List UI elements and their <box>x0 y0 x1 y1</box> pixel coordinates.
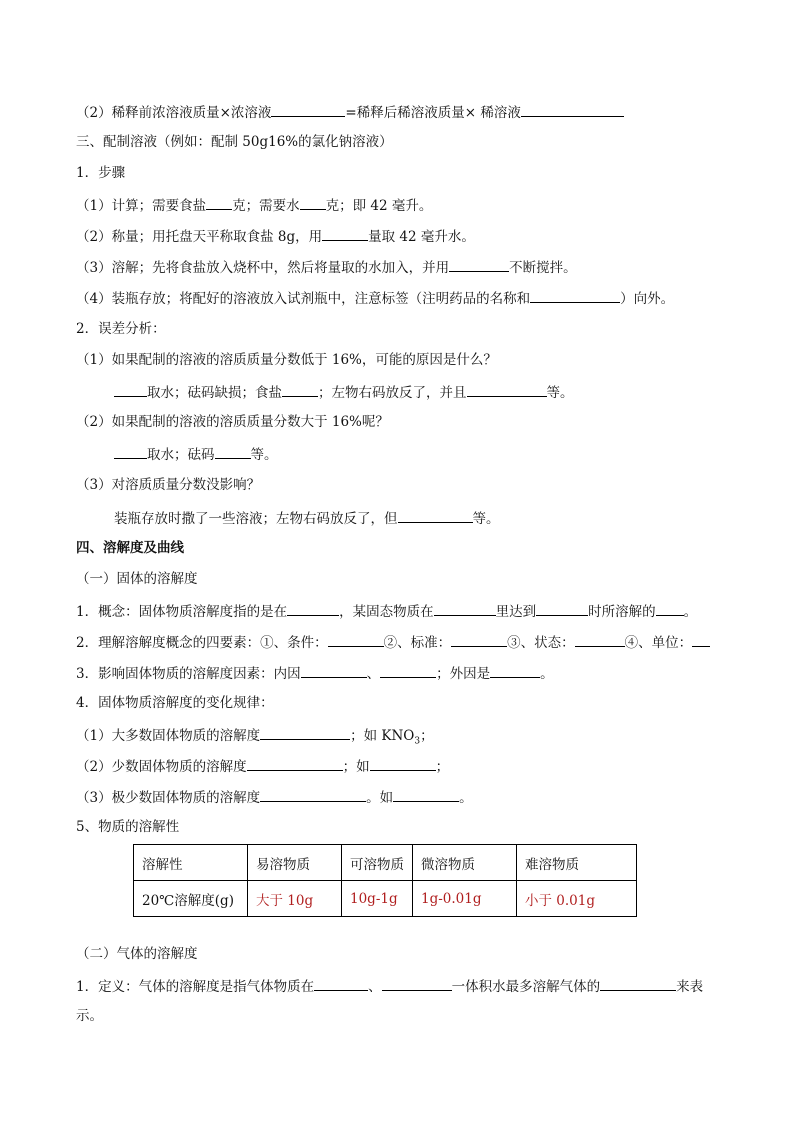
table-cell: 易溶物质 <box>248 845 342 881</box>
steps-heading: 1．步骤 <box>76 165 126 181</box>
rule-2: （2）少数固体物质的溶解度 ；如 ； <box>76 756 449 776</box>
gas-solubility-heading: （二）气体的溶解度 <box>76 946 198 962</box>
gas-definition: 1．定义：气体的溶解度是指气体物质在 、 一体积水最多溶解气体的 来表 <box>76 976 703 996</box>
dilution-formula: （2）稀释前浓溶液质量×浓溶液 =稀释后稀溶液质量× 稀溶液 <box>76 102 624 122</box>
blank[interactable] <box>287 601 339 616</box>
error-a1: 取水；砝码缺损；食盐 ；左物右码放反了，并且 等。 <box>114 382 574 402</box>
blank[interactable] <box>247 756 343 771</box>
step-calc: （1）计算；需要食盐 克；需要水 克；即 42 毫升。 <box>76 195 432 215</box>
rule-3: （3）极少数固体物质的溶解度 。如 。 <box>76 787 473 807</box>
rule-1: （1）大多数固体物质的溶解度 ；如 $KNO_3$； <box>76 725 434 751</box>
blank[interactable] <box>692 632 710 647</box>
table-cell: 10g-1g <box>342 881 413 917</box>
blank[interactable] <box>600 976 676 991</box>
blank[interactable] <box>380 663 436 678</box>
table-cell: 微溶物质 <box>413 845 517 881</box>
table-cell: 难溶物质 <box>517 845 637 881</box>
blank[interactable] <box>536 601 588 616</box>
table-cell: 小于 0.01g <box>517 881 637 917</box>
blank[interactable] <box>656 601 684 616</box>
solubility-heading: 5、物质的溶解性 <box>76 819 180 835</box>
blank[interactable] <box>314 976 368 991</box>
blank[interactable] <box>575 632 625 647</box>
section-3-title: 三、配制溶液（例如：配制 50g16%的氯化钠溶液） <box>76 134 393 150</box>
blank[interactable] <box>300 195 326 210</box>
blank[interactable] <box>114 444 147 459</box>
table-header-row <box>134 845 637 881</box>
blank[interactable] <box>398 508 473 523</box>
rules-heading: 4．固体物质溶解度的变化规律： <box>76 695 274 711</box>
blank[interactable] <box>206 195 232 210</box>
table-cell: 溶解性 <box>134 845 248 881</box>
solid-solubility-heading: （一）固体的溶解度 <box>76 571 198 587</box>
blank[interactable] <box>282 382 318 397</box>
factors: 3．影响固体物质的溶解度因素：内因 、 ；外因是 。 <box>76 663 554 683</box>
blank[interactable] <box>521 102 624 117</box>
error-analysis-heading: 2．误差分析： <box>76 321 166 337</box>
table-row <box>134 881 637 917</box>
blank[interactable] <box>322 226 368 241</box>
table-cell: 20℃溶解度(g) <box>134 881 248 917</box>
concept: 1．概念：固体物质溶解度指的是在 ，某固态物质在 里达到 时所溶解的 。 <box>76 601 697 621</box>
blank[interactable] <box>382 976 452 991</box>
blank[interactable] <box>301 663 367 678</box>
error-q2: （2）如果配制的溶液的溶质质量分数大于 16%呢？ <box>76 414 389 430</box>
blank[interactable] <box>467 382 547 397</box>
table-cell: 1g-0.01g <box>413 881 517 917</box>
blank[interactable] <box>260 787 366 802</box>
step-weigh: （2）称量；用托盘天平称取食盐 8g，用 量取 42 毫升水。 <box>76 226 475 246</box>
blank[interactable] <box>328 632 384 647</box>
error-a3: 装瓶存放时撒了一些溶液；左物右码放反了，但 等。 <box>114 508 500 528</box>
step-bottle: （4）装瓶存放；将配好的溶液放入试剂瓶中，注意标签（注明药品的名称和 ）向外。 <box>76 288 674 308</box>
blank[interactable] <box>393 787 459 802</box>
blank[interactable] <box>451 632 507 647</box>
blank[interactable] <box>449 257 509 272</box>
error-a2: 取水；砝码 等。 <box>114 444 278 464</box>
table-cell: 大于 10g <box>248 881 342 917</box>
blank[interactable] <box>271 102 345 117</box>
blank[interactable] <box>434 601 496 616</box>
blank[interactable] <box>530 288 620 303</box>
blank[interactable] <box>370 756 436 771</box>
four-elements: 2．理解溶解度概念的四要素：①、条件： ②、标准： ③、状态： ④、单位： <box>76 632 710 652</box>
gas-definition-cont: 示。 <box>76 1008 103 1024</box>
blank[interactable] <box>114 382 147 397</box>
error-q1: （1）如果配制的溶液的溶质质量分数低于 16%，可能的原因是什么？ <box>76 352 497 368</box>
error-q3: （3）对溶质质量分数没影响？ <box>76 477 261 493</box>
step-dissolve: （3）溶解；先将食盐放入烧杯中，然后将量取的水加入，并用 不断搅拌。 <box>76 257 577 277</box>
solubility-table <box>133 844 637 917</box>
table-cell: 可溶物质 <box>342 845 413 881</box>
section-4-title: 四、溶解度及曲线 <box>76 540 184 556</box>
blank[interactable] <box>260 725 350 740</box>
blank[interactable] <box>490 663 540 678</box>
blank[interactable] <box>215 444 251 459</box>
